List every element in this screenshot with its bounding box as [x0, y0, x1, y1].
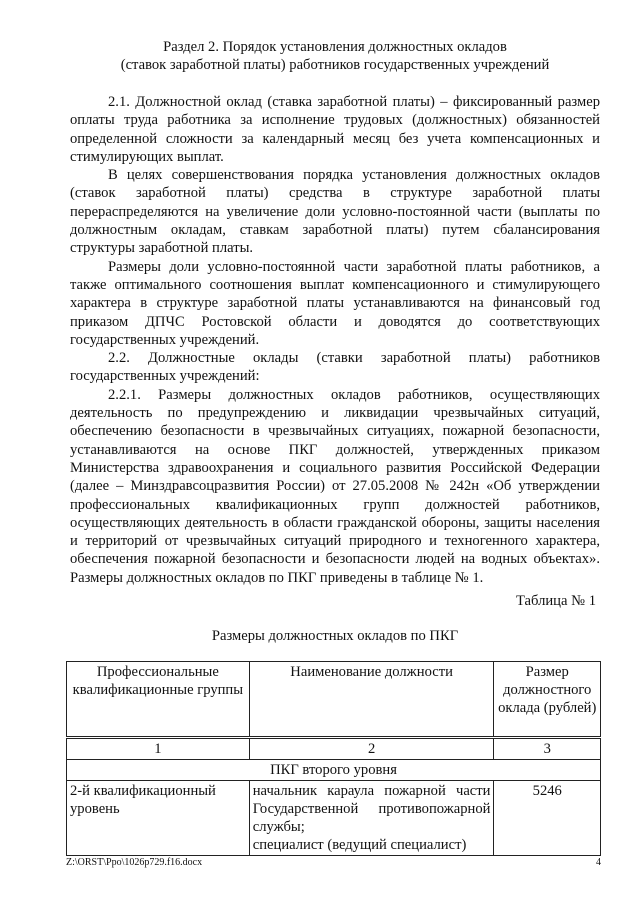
- header-salary-size: Размер должностного оклада (рублей): [494, 662, 601, 738]
- table-caption: Таблица № 1: [516, 593, 596, 609]
- section-heading-line1: Раздел 2. Порядок установления должностных окладов: [163, 39, 507, 55]
- paragraph-2-2: 2.2. Должностные оклады (ставки заработной платы) работников государственных учреждений:: [70, 350, 600, 385]
- header-position-name: Наименование должности: [249, 662, 494, 738]
- salary-table: [66, 661, 601, 856]
- body-text: [70, 93, 600, 587]
- column-number-3: 3: [494, 738, 601, 760]
- section-heading-line2: (ставок заработной платы) работников государственных учреждений: [120, 57, 550, 73]
- table-row: [67, 781, 601, 856]
- header-qualification-groups: Профессиональные квалификационные группы: [67, 662, 250, 738]
- paragraph-structure: В целях совершенствования порядка установления должностных окладов (ставок заработной платы) средства в структуре заработной платы перераспределяются на увеличение доли условно-постоянной части (выплаты по должностным окладам, ставкам заработной платы) путем сбалансирования структуры заработной платы.: [70, 167, 600, 257]
- group-row: [67, 760, 601, 781]
- paragraph-2-2-1: 2.2.1. Размеры должностных окладов работников, осуществляющих деятельность по предупреждению и ликвидации чрезвычайных ситуаций, обеспечению безопасности в чрезвычайных ситуациях, пожарной безопасности, устанавливаются на основе ПКГ должностей, утвержденных приказом Министерства здравоохранения и социального развития Российской Федерации (далее – Минздравсоцразвития России) от 27.05.2008 № 242н «Об утверждении профессиональных квалификационных групп должностей работников, осуществляющих деятельность в области гражданской обороны, защиты населения и территорий от чрезвычайных ситуаций природного и техногенного характера, обеспечения пожарной безопасности и безопасности людей на водных объектах». Размеры должностных окладов по ПКГ приведены в таблице № 1.: [70, 386, 600, 586]
- footer-page-number: 4: [596, 857, 601, 868]
- table-header-row: [67, 662, 601, 738]
- paragraph-2-1: 2.1. Должностной оклад (ставка заработной платы) – фиксированный размер оплаты труда работника за исполнение трудовых (должностных) обязанностей определенной сложности за календарный месяц без учета компенсационных и стимулирующих выплат.: [70, 94, 600, 165]
- cell-qualification-level: 2-й квалификационный уровень: [67, 781, 250, 856]
- column-number-row: [67, 738, 601, 760]
- cell-position: начальник караула пожарной части Государственной противопожарной службы; специалист (ведущий специалист): [249, 781, 494, 856]
- footer-file-path: Z:\ORST\Ppo\1026p729.f16.docx: [66, 857, 203, 868]
- group-label: ПКГ второго уровня: [67, 760, 601, 781]
- column-number-1: 1: [67, 738, 250, 760]
- paragraph-share: Размеры доли условно-постоянной части заработной платы работников, а также оптимального соотношения выплат компенсационного и стимулирующего характера в структуре заработной платы устанавливаются на финансовый год приказом ДПЧС Ростовской области и доводятся до соответствующих государственных учреждений.: [70, 258, 600, 348]
- table-title: Размеры должностных окладов по ПКГ: [211, 628, 459, 644]
- cell-salary: 5246: [494, 781, 601, 856]
- column-number-2: 2: [249, 738, 494, 760]
